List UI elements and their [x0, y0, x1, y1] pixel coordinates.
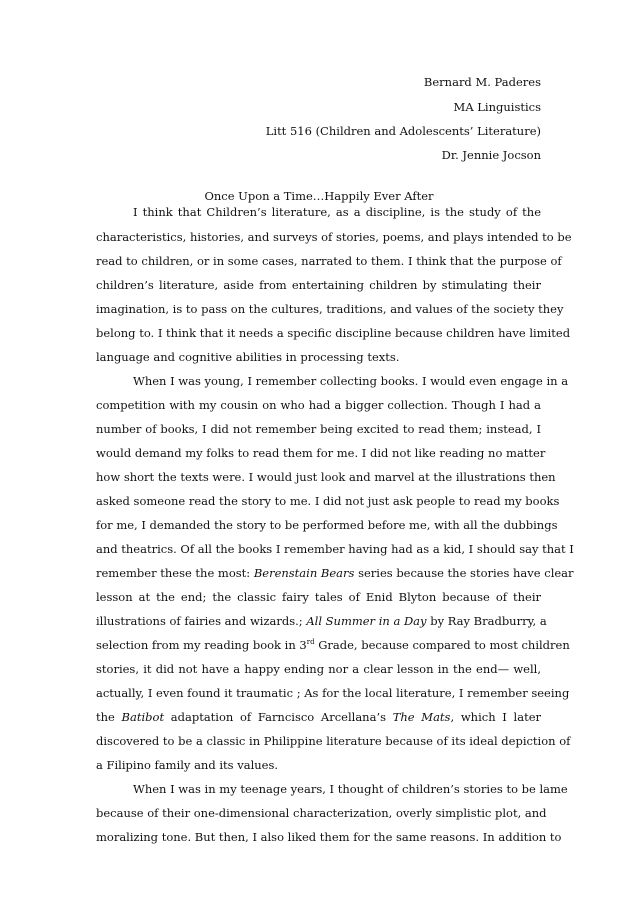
- book-title: The Mats: [392, 710, 451, 724]
- paragraph-line: selection from my reading book in 3rd Grade, because compared to most children: [96, 638, 570, 652]
- paragraph-line: lesson at the end; the classic fairy tales of Enid Blyton because of their: [96, 590, 541, 604]
- paragraph-line: characteristics, histories, and surveys of stories, poems, and plays intended to be: [96, 230, 572, 244]
- paragraph-line: stories, it did not have a happy ending nor a clear lesson in the end— well,: [96, 662, 541, 676]
- book-title: Berenstain Bears: [253, 566, 355, 580]
- paragraph-line: When I was young, I remember collecting books. I would even engage in a: [133, 374, 569, 388]
- paragraph-line: the Batibot adaptation of Farncisco Arcellana’s The Mats, which I later: [96, 710, 541, 724]
- paragraph-line: how short the texts were. I would just look and marvel at the illustrations then: [96, 470, 556, 484]
- paragraph-line: illustrations of fairies and wizards.; All Summer in a Day by Ray Bradburry, a: [96, 614, 547, 628]
- course-name: Litt 516 (Children and Adolescents’ Literature): [265, 124, 541, 138]
- paragraph-line: belong to. I think that it needs a specific discipline because children have limited: [96, 326, 571, 340]
- paragraph-line: remember these the most: Berenstain Bears series because the stories have clear: [96, 566, 574, 580]
- paragraph-line: moralizing tone. But then, I also liked them for the same reasons. In addition to: [96, 830, 562, 844]
- paragraph-line: language and cognitive abilities in processing texts.: [96, 350, 400, 364]
- paragraph-line: I think that Children’s literature, as a discipline, is the study of the: [133, 205, 541, 219]
- paragraph-line: discovered to be a classic in Philippine literature because of its ideal depiction of: [96, 734, 571, 748]
- paragraph-line: number of books, I did not remember being excited to read them; instead, I: [96, 422, 541, 436]
- essay-title: Once Upon a Time…Happily Ever After: [204, 189, 434, 203]
- paragraph-line: for me, I demanded the story to be performed before me, with all the dubbings: [96, 518, 558, 532]
- paragraph-line: competition with my cousin on who had a bigger collection. Though I had a: [96, 398, 541, 412]
- paragraph-line: children’s literature, aside from entertaining children by stimulating their: [96, 278, 541, 292]
- paragraph-line: read to children, or in some cases, narrated to them. I think that the purpose of: [96, 254, 562, 268]
- professor-name: Dr. Jennie Jocson: [441, 148, 541, 162]
- ordinal-suffix: rd: [306, 638, 315, 647]
- book-title: Batibot: [121, 710, 165, 724]
- paragraph-line: actually, I even found it traumatic ; As for the local literature, I remember seeing: [96, 686, 570, 700]
- program-name: MA Linguistics: [453, 100, 541, 114]
- paragraph-line: because of their one-dimensional characterization, overly simplistic plot, and: [96, 806, 547, 820]
- author-name: Bernard M. Paderes: [423, 75, 541, 89]
- paragraph-line: asked someone read the story to me. I did not just ask people to read my books: [96, 494, 560, 508]
- paragraph-line: and theatrics. Of all the books I remember having had as a kid, I should say that I: [96, 542, 574, 556]
- paragraph-line: When I was in my teenage years, I thought of children’s stories to be lame: [133, 782, 568, 796]
- book-title: All Summer in a Day: [306, 614, 427, 628]
- paragraph-line: imagination, is to pass on the cultures, traditions, and values of the society they: [96, 302, 564, 316]
- paragraph-line: would demand my folks to read them for me. I did not like reading no matter: [96, 446, 546, 460]
- paragraph-line: a Filipino family and its values.: [96, 758, 279, 772]
